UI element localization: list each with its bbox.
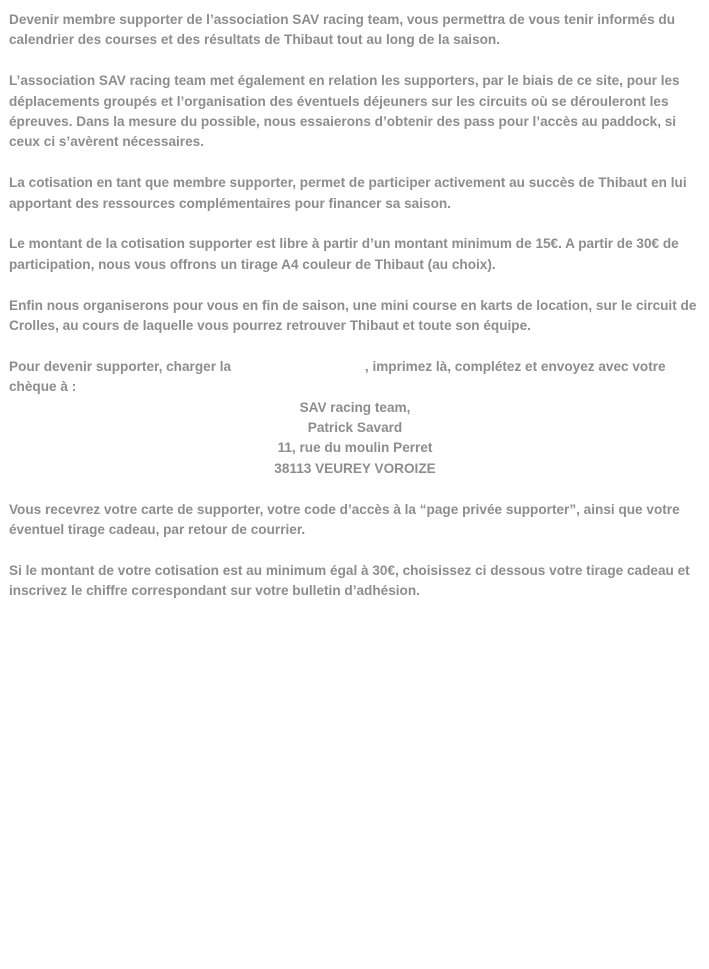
membership-form-link[interactable] [235, 357, 365, 371]
postal-address [9, 398, 701, 480]
intro-paragraph: Devenir membre supporter de l’association SAV racing team, vous permettra de vous tenir informés du calendrier des courses et des résultats de Thibaut tout au long de la saison. [9, 12, 676, 48]
travel-paragraph: L’association SAV racing team met également en relation les supporters, par le biais de ce site, pour les déplacements groupés et l’organisation des éventuels déjeuners sur les circuits où se dérouleront les épreuves. Dans la mesure du possible, nous essaierons d’obtenir des pass pour l’accès au paddock, si ceux ci s’avèrent nécessaires. [9, 73, 680, 150]
address-line-name: Patrick Savard [307, 420, 403, 436]
amount-paragraph: Le montant de la cotisation supporter est libre à partir d’un montant minimum de 15€. A partir de 30€ de participation, nous vous offrons un tirage A4 couleur de Thibaut (au choix). [9, 236, 679, 272]
gift-paragraph: Si le montant de votre cotisation est au minimum égal à 30€, choisissez ci dessous votre tirage cadeau et inscrivez le chiffre correspondant sur votre bulletin d’adhésion. [9, 562, 690, 599]
karting-paragraph: Enfin nous organiserons pour vous en fin de saison, une mini course en karts de location, sur le circuit de Crolles, au cours de laquelle vous pourrez retrouver Thibaut et toute son équipe. [9, 297, 697, 334]
signup-paragraph [9, 357, 701, 398]
address-line-street: 11, rue du moulin Perret [277, 440, 433, 456]
contribution-paragraph: La cotisation en tant que membre supporter, permet de participer activement au succès de Thibaut en lui apportant des ressources complémentaires pour financer sa saison. [9, 175, 687, 211]
delivery-paragraph: Vous recevrez votre carte de supporter, votre code d’accès à la “page privée supporter”, ainsi que votre éventuel tirage cadeau, par retour de courrier. [9, 501, 680, 538]
page-content [9, 10, 701, 622]
address-line-association: SAV racing team, [299, 399, 411, 415]
address-line-city: 38113 VEUREY VOROIZE [274, 460, 436, 476]
signup-text-after: , imprimez là, complétez et envoyez avec votre chèque à : [9, 358, 666, 395]
signup-text-before: Pour devenir supporter, charger la [9, 358, 232, 374]
